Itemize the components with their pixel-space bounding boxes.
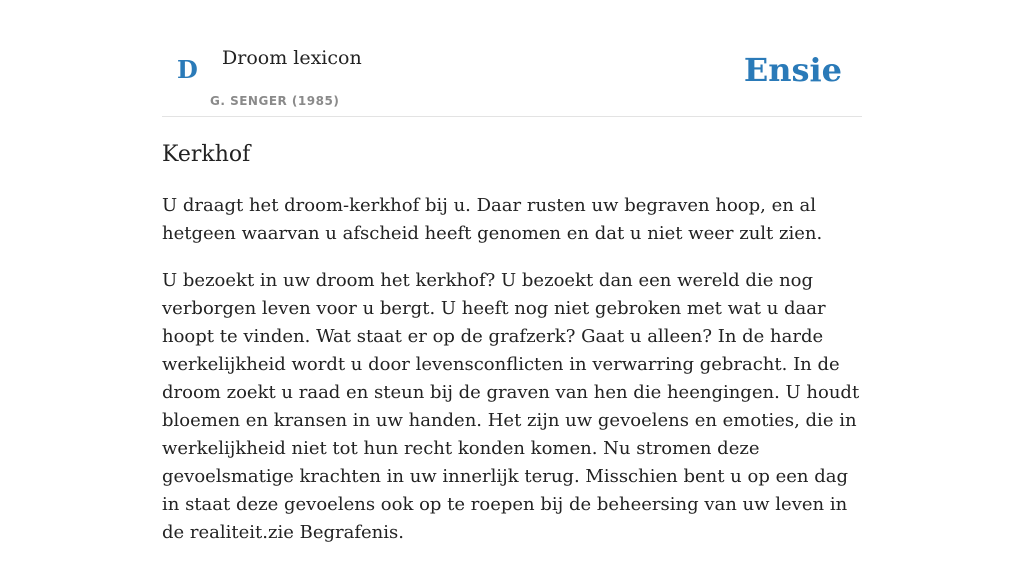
entry-paragraph: U bezoekt in uw droom het kerkhof? U bezoekt dan een wereld die nog verborgen leven voor u bergt. U heeft nog niet gebroken met wat u daar hoopt te vinden. Wat staat er op de grafzerk? Gaat u alleen? In de harde werkelijkheid wordt u door levensconflicten in verwarring gebracht. In de droom zoekt u raad en steun bij de graven van hen die heengingen. U houdt bloemen en kransen in uw handen. Het zijn uw gevoelens en emoties, die in werkelijkheid niet tot hun recht konden komen. Nu stromen deze gevoelsmatige krachten in uw innerlijk terug. Misschien bent u op een dag in staat deze gevoelens ook op te roepen bij de beheersing van uw leven in de realiteit.zie Begrafenis. xyxy=(162,270,860,543)
book-letter-badge[interactable]: D xyxy=(177,55,198,84)
book-author-year: G. SENGER (1985) xyxy=(210,94,340,108)
entry-paragraph: U draagt het droom-kerkhof bij u. Daar rusten uw begraven hoop, en al hetgeen waarvan u afscheid heeft genomen en dat u niet weer zult zien. xyxy=(162,195,823,244)
ensie-logo-link[interactable]: Ensie xyxy=(743,51,842,89)
book-title-link[interactable]: Droom lexicon xyxy=(222,47,362,69)
entry-body xyxy=(162,192,862,566)
entry-title: Kerkhof xyxy=(162,142,251,167)
page xyxy=(162,0,862,543)
source-header xyxy=(162,0,862,117)
